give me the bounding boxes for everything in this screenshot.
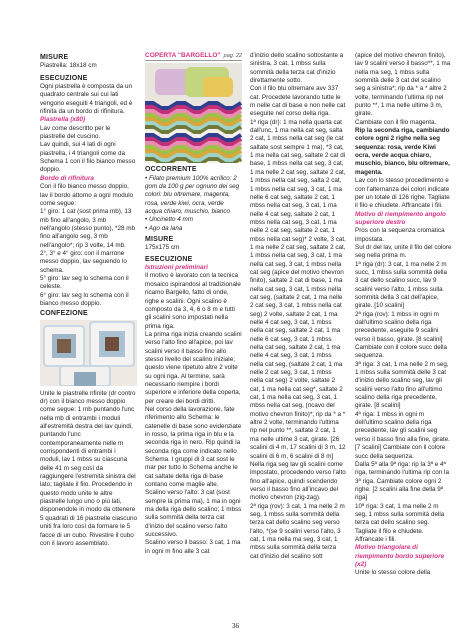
column-1	[40, 52, 137, 548]
paragraph: 1° giro: 1 cat (sost prima mb), 13 mb fino all'angolo, 3 mb nell'angolo (stesso punto), *28 mb fino all'angolo seg, 3 mb nell'angolo*; rip 3 volte, 14 mb.	[40, 208, 136, 249]
paragraph: d'inizio dello scalino sottostante a sinistra, 3 cat, 1 mbss sulla sommità della terza cat d'inizio direttamente sotto.	[250, 52, 344, 85]
column-2	[145, 52, 242, 556]
paragraph: Lav quindi, sui 4 lati di ogni piastrella, i 4 triangoli come da Schema 1 con il filo bianco messo doppio.	[40, 141, 136, 174]
paragraph: 1ª riga (dr): 3 cat, 1 ma nelle 2 m succ, 1 mbss sulla sommità della 3 cat dello scalino succ, lav 9 scalini verso l'alto, 1 mbss sulla sommità della 3 cat dell'apice, girate. [10 scalini]	[355, 260, 448, 310]
paragraph: Lav con lo stesso procedimento e con l'alternanza dei colori indicate per un totale di 126 righe. Tagliate il filo e chiudete. Affrancate i fili.	[355, 177, 450, 210]
paragraph: Rip la seconda riga, cambiando colore ogni 2 righe nella seg sequenza: rosa, verde Kiwi ocra, verde acqua chiaro, muschio, bianco, blu oltremare, magenta.	[355, 127, 450, 176]
paragraph: Unite lo stesso colore della	[355, 569, 431, 577]
section-heading: ESECUZIONE	[40, 74, 88, 82]
paragraph: Con il filo blu oltremare avv 337 cat. Procedete lavorando tutte le m nelle cat di base e non nelle cat eseguite nel corso della riga.	[250, 85, 346, 118]
page-reference: pag. 22	[223, 53, 242, 59]
project-title-bar	[145, 52, 242, 61]
paragraph: 3ª riga: 3 cat, 1 ma nelle 2 m seg, 1 mbss sulla sommità delle 3 cat d'inizio dello scalino seg, lav gli scalini verso l'alto fino all'ultimo scalino della riga precedente, girate. [8 scalini]	[355, 360, 449, 410]
paragraph: (apice del motivo chevron finito), lav 9 scalini verso il basso**, 1 ma nella ma seg, 1 mbss sulla sommità delle 3 cat del scalino seg a sinistra*; rip da * a * altre 2 volte, terminando l'ultima rip nel punto **, 1 ma nelle ultime 3 m, girate.	[355, 52, 451, 118]
project-title: COPERTA "BARGELLO"	[145, 52, 221, 59]
column-4	[355, 52, 452, 578]
paragraph: Con il filo bianco messo doppio, lav il bordo attorno a ogni modulo come segue:	[40, 183, 134, 207]
paragraph: 2ª riga (rov): 3 cat, 1 ma nelle 2 m seg, 1 mbss sulla sommità della terza cat dello scalino seg verso l'alto, *(se 9 scalini verso l'alto, 3 cat, 1 ma nella ma seg, 3 cat, 1 mbss sulla sommità della terza cat d'inizio del scalino sott	[250, 502, 345, 560]
paragraph: Il motivo è lavorato con la tecnica mosaico ispirandosi al tradizionale ricamo Bargello, fatto di onde, righe e scalini. Ogni scalino è composto da 3, 4, 6 o 8 m e tutti gli scalini sono impostati nella prima riga.	[145, 272, 241, 330]
paragraph: Lav come descritto per le piastrelle del cuscino.	[40, 124, 111, 141]
paragraph: 2°, 3° e 4° giro: con il marrone messo doppio, lav seguendo lo schema.	[40, 249, 127, 274]
paragraph: • Uncinetto 4 mm	[145, 216, 194, 224]
paragraph: Sul dr del lav, unite il filo del colore seg nella prima m.	[355, 243, 452, 260]
paragraph: Dalla 5ª alla 9ª riga: rip la 3ª e 4ª riga, terminando l'ultima rip con la 3ª riga. Cambiate colore ogni 2 righe. [2 scalini alla fine della 9ª riga]	[355, 460, 449, 502]
paragraph: 5° giro: lav seg lo schema con il celeste.	[40, 274, 129, 291]
section-heading: MISURE	[145, 236, 174, 244]
paragraph: 4ª riga: 1 mbss in ogni m dell'ultimo scalino della riga precedente, lav gli scalini seg verso il basso fino alla fine, girate. [7 scalini] Cambiate con il colore succ della sequenza.	[355, 410, 450, 460]
subsection-heading: Motivo di riempimento angolo superiore destro	[355, 210, 446, 226]
blanket-photo	[145, 63, 242, 163]
paragraph: Scalino verso il basso: 3 cat, 1 ma in ogni m fino alle 3 cat	[145, 539, 241, 555]
paragraph: Unite le piastrelle rifinite (dr contro dr) con il bianco messo doppio come segue: 1 mb puntando l'unc nella mb di entrambi i moduli all'estremità destra del lav quindi, puntando l'unc contemporaneamente nelle m corrispondenti di entrambi i moduli, lav 1 mbss su ciascuna delle 41 m seg così da raggiungere l'estremità sinistra del lato; tagliate il filo. Procedendo in questo modo unite le altre piastrelle lungo uno o più lati, disponendole in modo da ottenere 5 quadrati di 16 piastrelle ciascuno uniti fra loro così da formare le 5 facce di un cubo. Rivestire il cubo con il lavoro assemblato.	[40, 389, 137, 547]
paragraph: 2ª riga (rov): 1 mbss in ogni m dall'ultimo scalino della riga precedente, eseguite 9 scalini verso il basso, girate. [8 scalini]	[355, 310, 443, 343]
subsection-heading: Istruzioni preliminari	[145, 264, 208, 272]
column-3	[250, 52, 346, 561]
paragraph: Pros con la sequenza cromatica impostata.	[355, 227, 445, 243]
paragraph: 1ª riga (dr): 1 ma nella quarta cat dall'unc, 1 ma nella cat seg, salta 2 cat, 1 mbss nella cat seg (le cat saltate sost sempre 1 ma), *3 cat, 1 ma nella cat seg, saltate 2 cat di base, 1 mbss nella cat seg, 3 cat, 1 ma nelle 2 cat seg, saltate 2 cat, 1 mbss nella cat seg, salta 2 cat, 1 mbss nella cat seg, 3 cat, 1 ma nelle 6 cat seg, saltate 2 cat, 1 mbss nella cat seg, 3 cat, 1 ma nelle 4 cat seg, saltate 2 cat, 1 mbss nella cat seg, 3 cat, 1 ma nelle 2 cat seg, saltate 2 cat, 1 mbss nella cat seg)* 2 volte, 3 cat, 1 ma nelle 2 cat seg, saltate 2 cat, 1 mbss nella cat seg, 3 cat, 1 ma nella cat seg, 3 cat, 1 mbss nella cat seg (apice del motivo chevron finito), saltate 2 cat di base, 1 ma nella cat seg, 3 cat, 1 mbss nella cat seg, (saltate 2 cat, 1 ma nelle 2 cat seg, 3 cat, 1 mbss nella cat seg) 2 volte, saltate 2 cat, 1 ma nelle 4 cat seg, 3 cat, 1 mbss nella cat seg, saltate 2 cat, 1 ma nelle 6 cat seg, 3 cat, 1 mbss nella cat seg, saltate 2 cat, 1 ma nelle 4 cat seg, 3 cat, 1 mbss nella cat seg, (saltate 2 cat, 1 ma nelle 2 cat seg, 3 cat, 1 mbss nella cat seg) 2 volte, saltate 2 cat, 1 ma nella cat seg*, saltate 2 cat, 1 ma nella cat seg, 3 cat, 1 mbss nella cat seg, (ncavo del motivo chevron finito)*; rip da * a * altre 2 volte, terminando l'ultima rip nel punto **, saltate 2 cat, 1 ma nelle ultime 3 cat, girate. [26 scalini di 4 m, 17 scalini di 3 m, 12 scalini di 6 m, 6 scalini di 8 m]	[250, 118, 346, 460]
paragraph: Ogni piastrella è composta da un quadrato centrale sui cui lati vengono eseguiti 4 triangoli, ed è rifinita da un bordo di rifinitura.	[40, 83, 133, 116]
subsection-heading: Bordo di rifinitura	[40, 174, 94, 182]
paragraph: 175x175 cm	[145, 244, 180, 252]
paragraph: Nella riga seg lav gli scalini come impostato, procedendo verso l'alto fino all'apice, quindi scendendo verso il basso fino all'incavo del motivo chevron (zig-zag).	[250, 460, 346, 502]
subsection-heading: Motivo triangolare di riempimento bordo superiore (x2)	[355, 544, 445, 568]
paragraph: 10ª riga: 3 cat, 1 ma nelle 2 m seg, 1 mbss sulla sommità della terza cat dello scalino seg. Tagliate il filo e chiudete. Affrancate i fili.	[355, 502, 445, 543]
section-heading: OCCORRENTE	[145, 166, 197, 174]
section-heading: ESECUZIONE	[145, 255, 193, 263]
tile-photo	[40, 320, 137, 386]
bargello-blanket-image	[145, 63, 242, 163]
paragraph: Scalino verso l'alto: 3 cat (sost sempre la prima ma), 1 ma in ogni ma della riga dello scalino; 1 mbss sulla sommità della terza cat d'inizio del scalino verso l'alto successivo.	[145, 489, 242, 539]
subsection-heading: Piastrella (x80)	[40, 116, 86, 124]
paragraph: Nel corso della lavorazione, fate riferimento allo Schema: le catenelle di base sono evidenziate in rosso, la prima riga in blu e la seconda riga in nero. Rip quindi la seconda riga come indicato nello Schema. I gruppi di 3 cat sost le mar per tutto lo Schema anche le cat saltate della riga di base contano come maglie alte.	[145, 405, 242, 489]
page-number: 36	[232, 622, 239, 630]
paragraph: 6° giro: lav seg lo schema con il bianco messo doppio.	[40, 291, 129, 307]
crochet-tiles-image	[40, 320, 137, 386]
paragraph: • Ago da lana	[145, 224, 183, 232]
paragraph: Cambiate con il filo magenta.	[355, 118, 437, 126]
paragraph: • Filato premium 100% acrilico: 2 gom da 100 g per ognuno dei seg colori: blu oltremare, magenta, rosa, verde kiwi, ocra, verde acqua chiaro, muschio, bianco	[145, 174, 240, 216]
paragraph: Cambiate con il colore succ della sequenza.	[355, 344, 448, 360]
paragraph: Piastrella: 18x18 cm	[40, 62, 97, 70]
section-heading: MISURE	[40, 54, 69, 61]
section-heading: CONFEZIONE	[40, 310, 88, 318]
paragraph: La prima riga inizia creando scalini verso l'alto fino all'apice, poi lav scalini verso il basso fino allo stesso livello del scalino iniziale; questo viene ripetuto altre 2 volte su ogni riga. Al termine, sarà necessario riempire i bordi superiore e inferiore della coperta, per creare dei bordi dritti.	[145, 330, 242, 405]
